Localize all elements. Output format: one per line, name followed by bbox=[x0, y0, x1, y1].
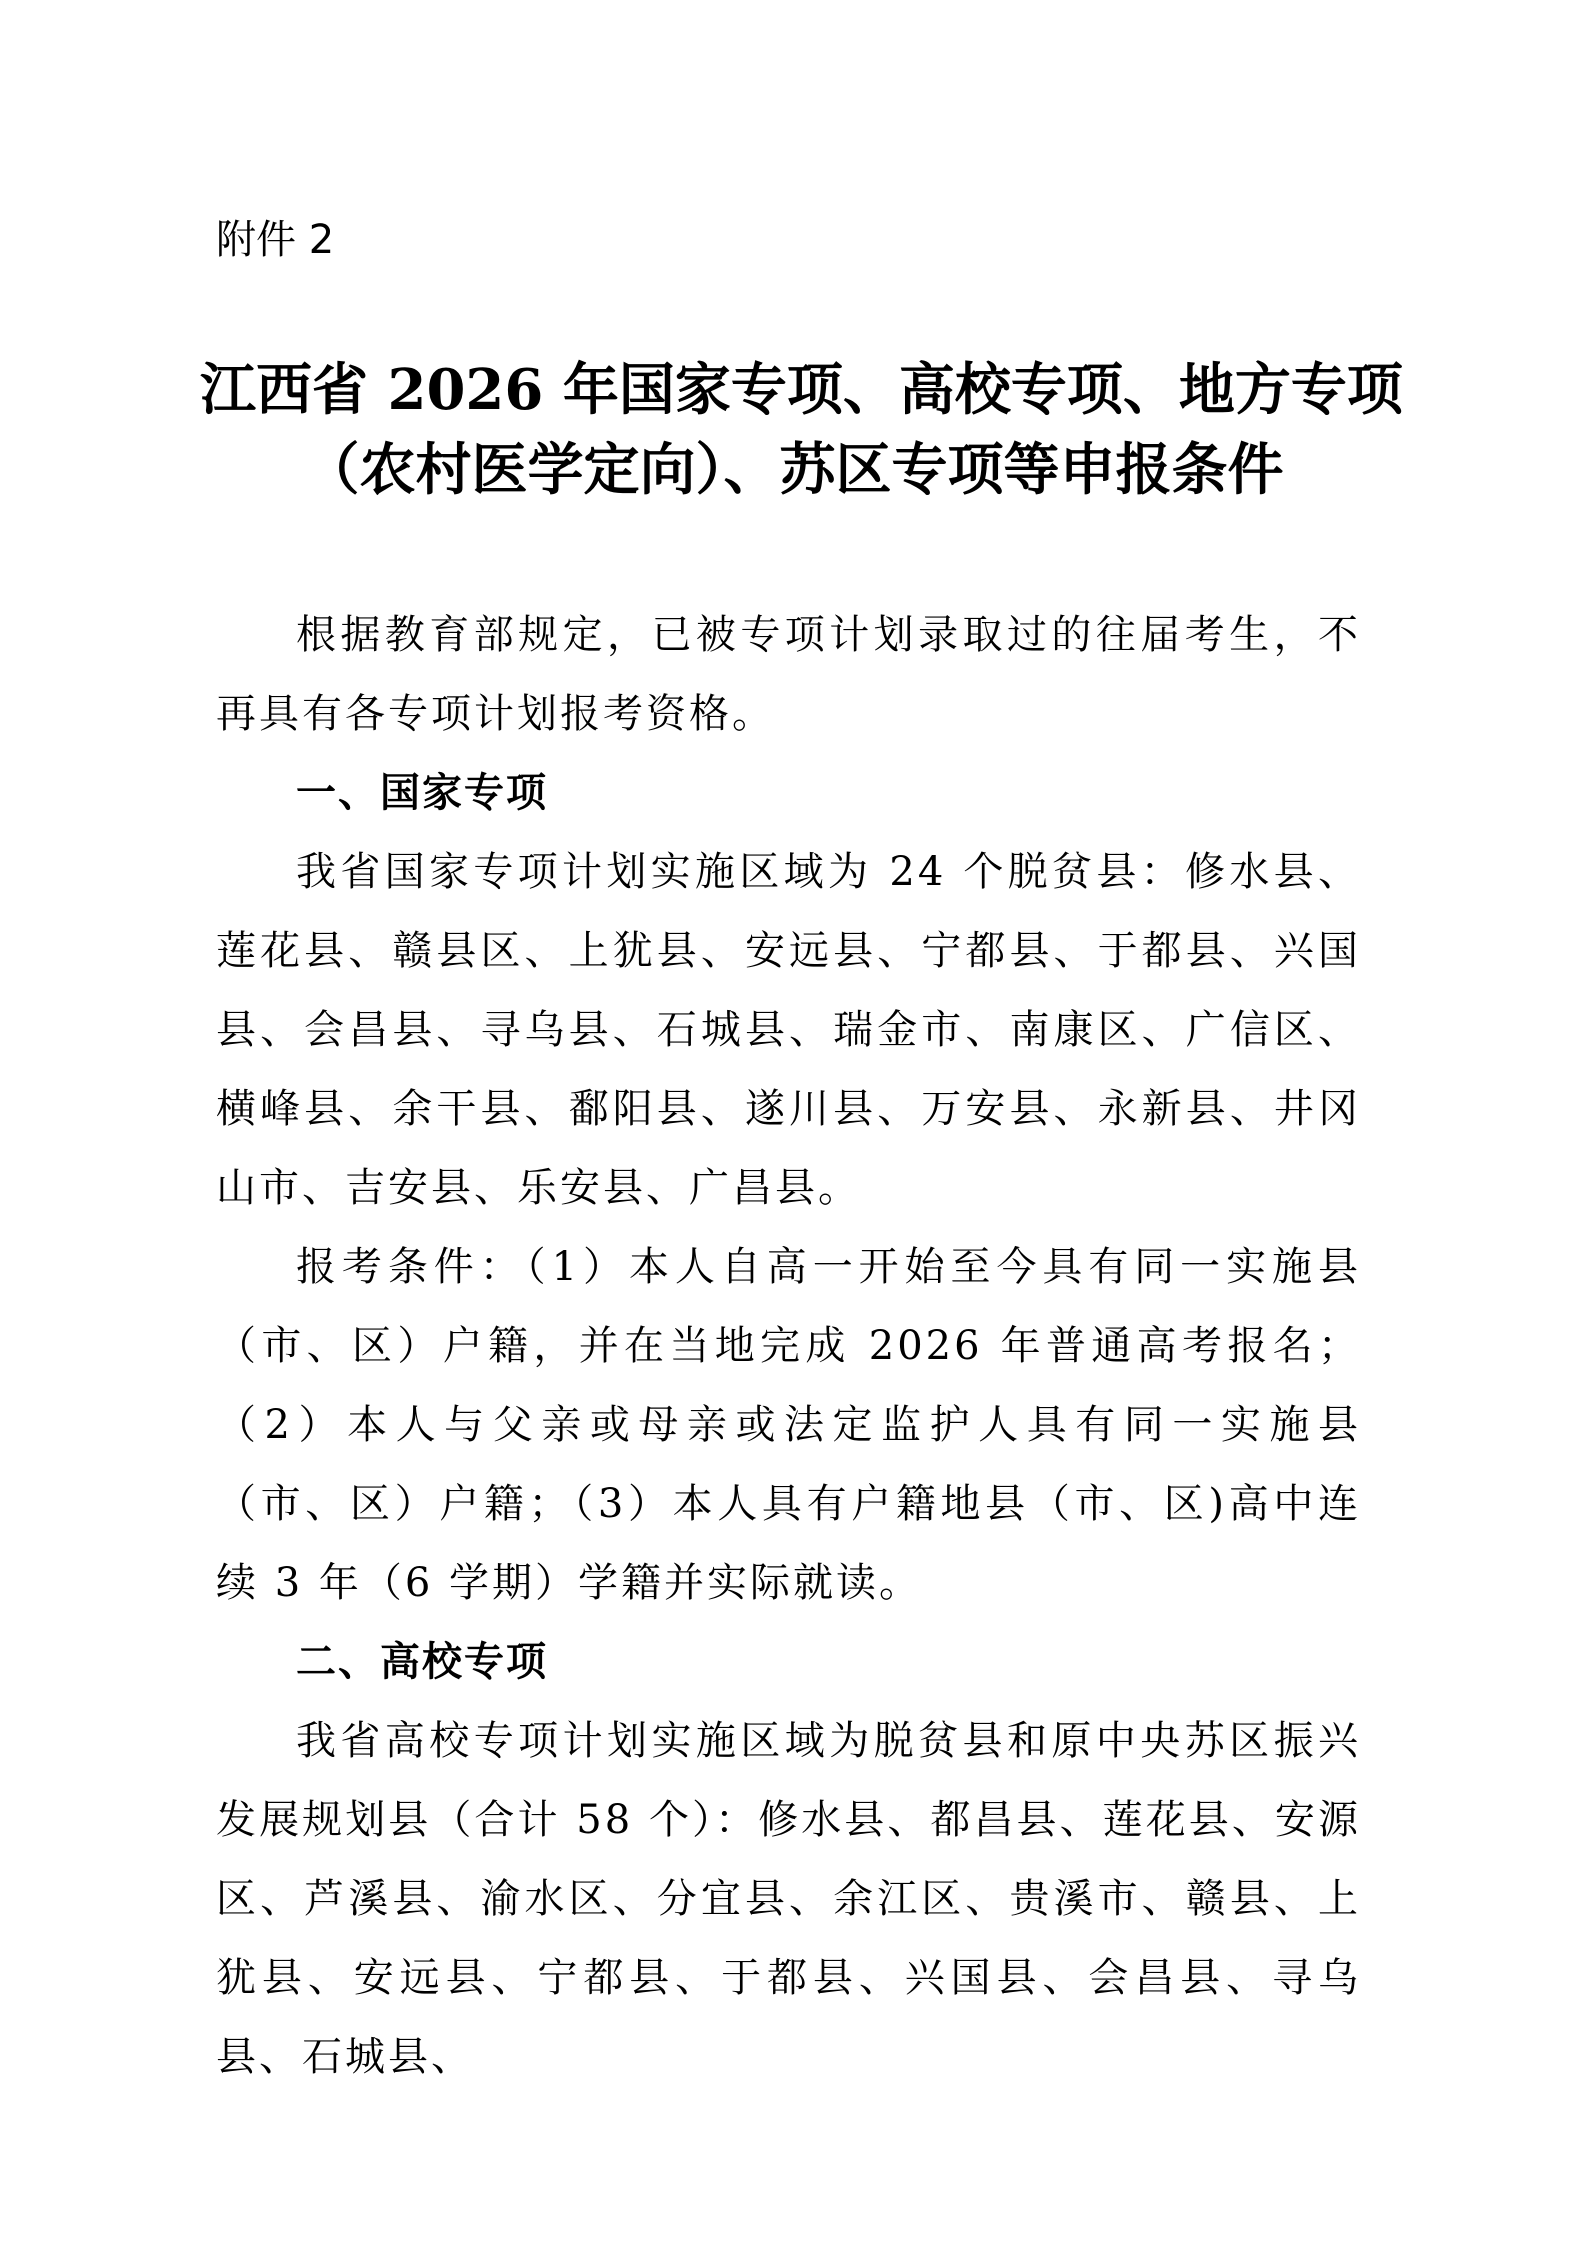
title-line-1: 江西省 2026 年国家专项、高校专项、地方专项 bbox=[200, 357, 1403, 423]
attachment-label: 附件 2 bbox=[216, 217, 335, 263]
intro-paragraph: 根据教育部规定，已被专项计划录取过的往届考生，不再具有各专项计划报考资格。 bbox=[216, 612, 1361, 737]
national-areas-paragraph: 我省国家专项计划实施区域为 24 个脱贫县：修水县、莲花县、赣县区、上犹县、安远县、宁都县、于都县、兴国县、会昌县、寻乌县、石城县、瑞金市、南康区、广信区、横峰县、余干县、鄱阳县、遂川县、万安县、永新县、井冈山市、吉安县、乐安县、广昌县。 bbox=[216, 849, 1361, 1211]
section-heading-university: 二、高校专项 bbox=[296, 1639, 548, 1685]
section-heading-national: 一、国家专项 bbox=[296, 770, 548, 816]
document-body bbox=[216, 596, 1361, 2097]
document-title bbox=[200, 350, 1403, 510]
national-conditions-paragraph: 报考条件：（1）本人自高一开始至今具有同一实施县（市、区）户籍，并在当地完成 2026 年普通高考报名；（2）本人与父亲或母亲或法定监护人具有同一实施县（市、区）户籍；（3）本人具有户籍地县（市、区)高中连续 3 年（6 学期）学籍并实际就读。 bbox=[216, 1244, 1361, 1606]
university-areas-paragraph: 我省高校专项计划实施区域为脱贫县和原中央苏区振兴发展规划县（合计 58 个）：修水县、都昌县、莲花县、安源区、芦溪县、渝水区、分宜县、余江区、贵溪市、赣县、上犹县、安远县、宁都县、于都县、兴国县、会昌县、寻乌县、石城县、 bbox=[216, 1718, 1361, 2080]
title-line-2: （农村医学定向）、苏区专项等申报条件 bbox=[303, 437, 1284, 503]
